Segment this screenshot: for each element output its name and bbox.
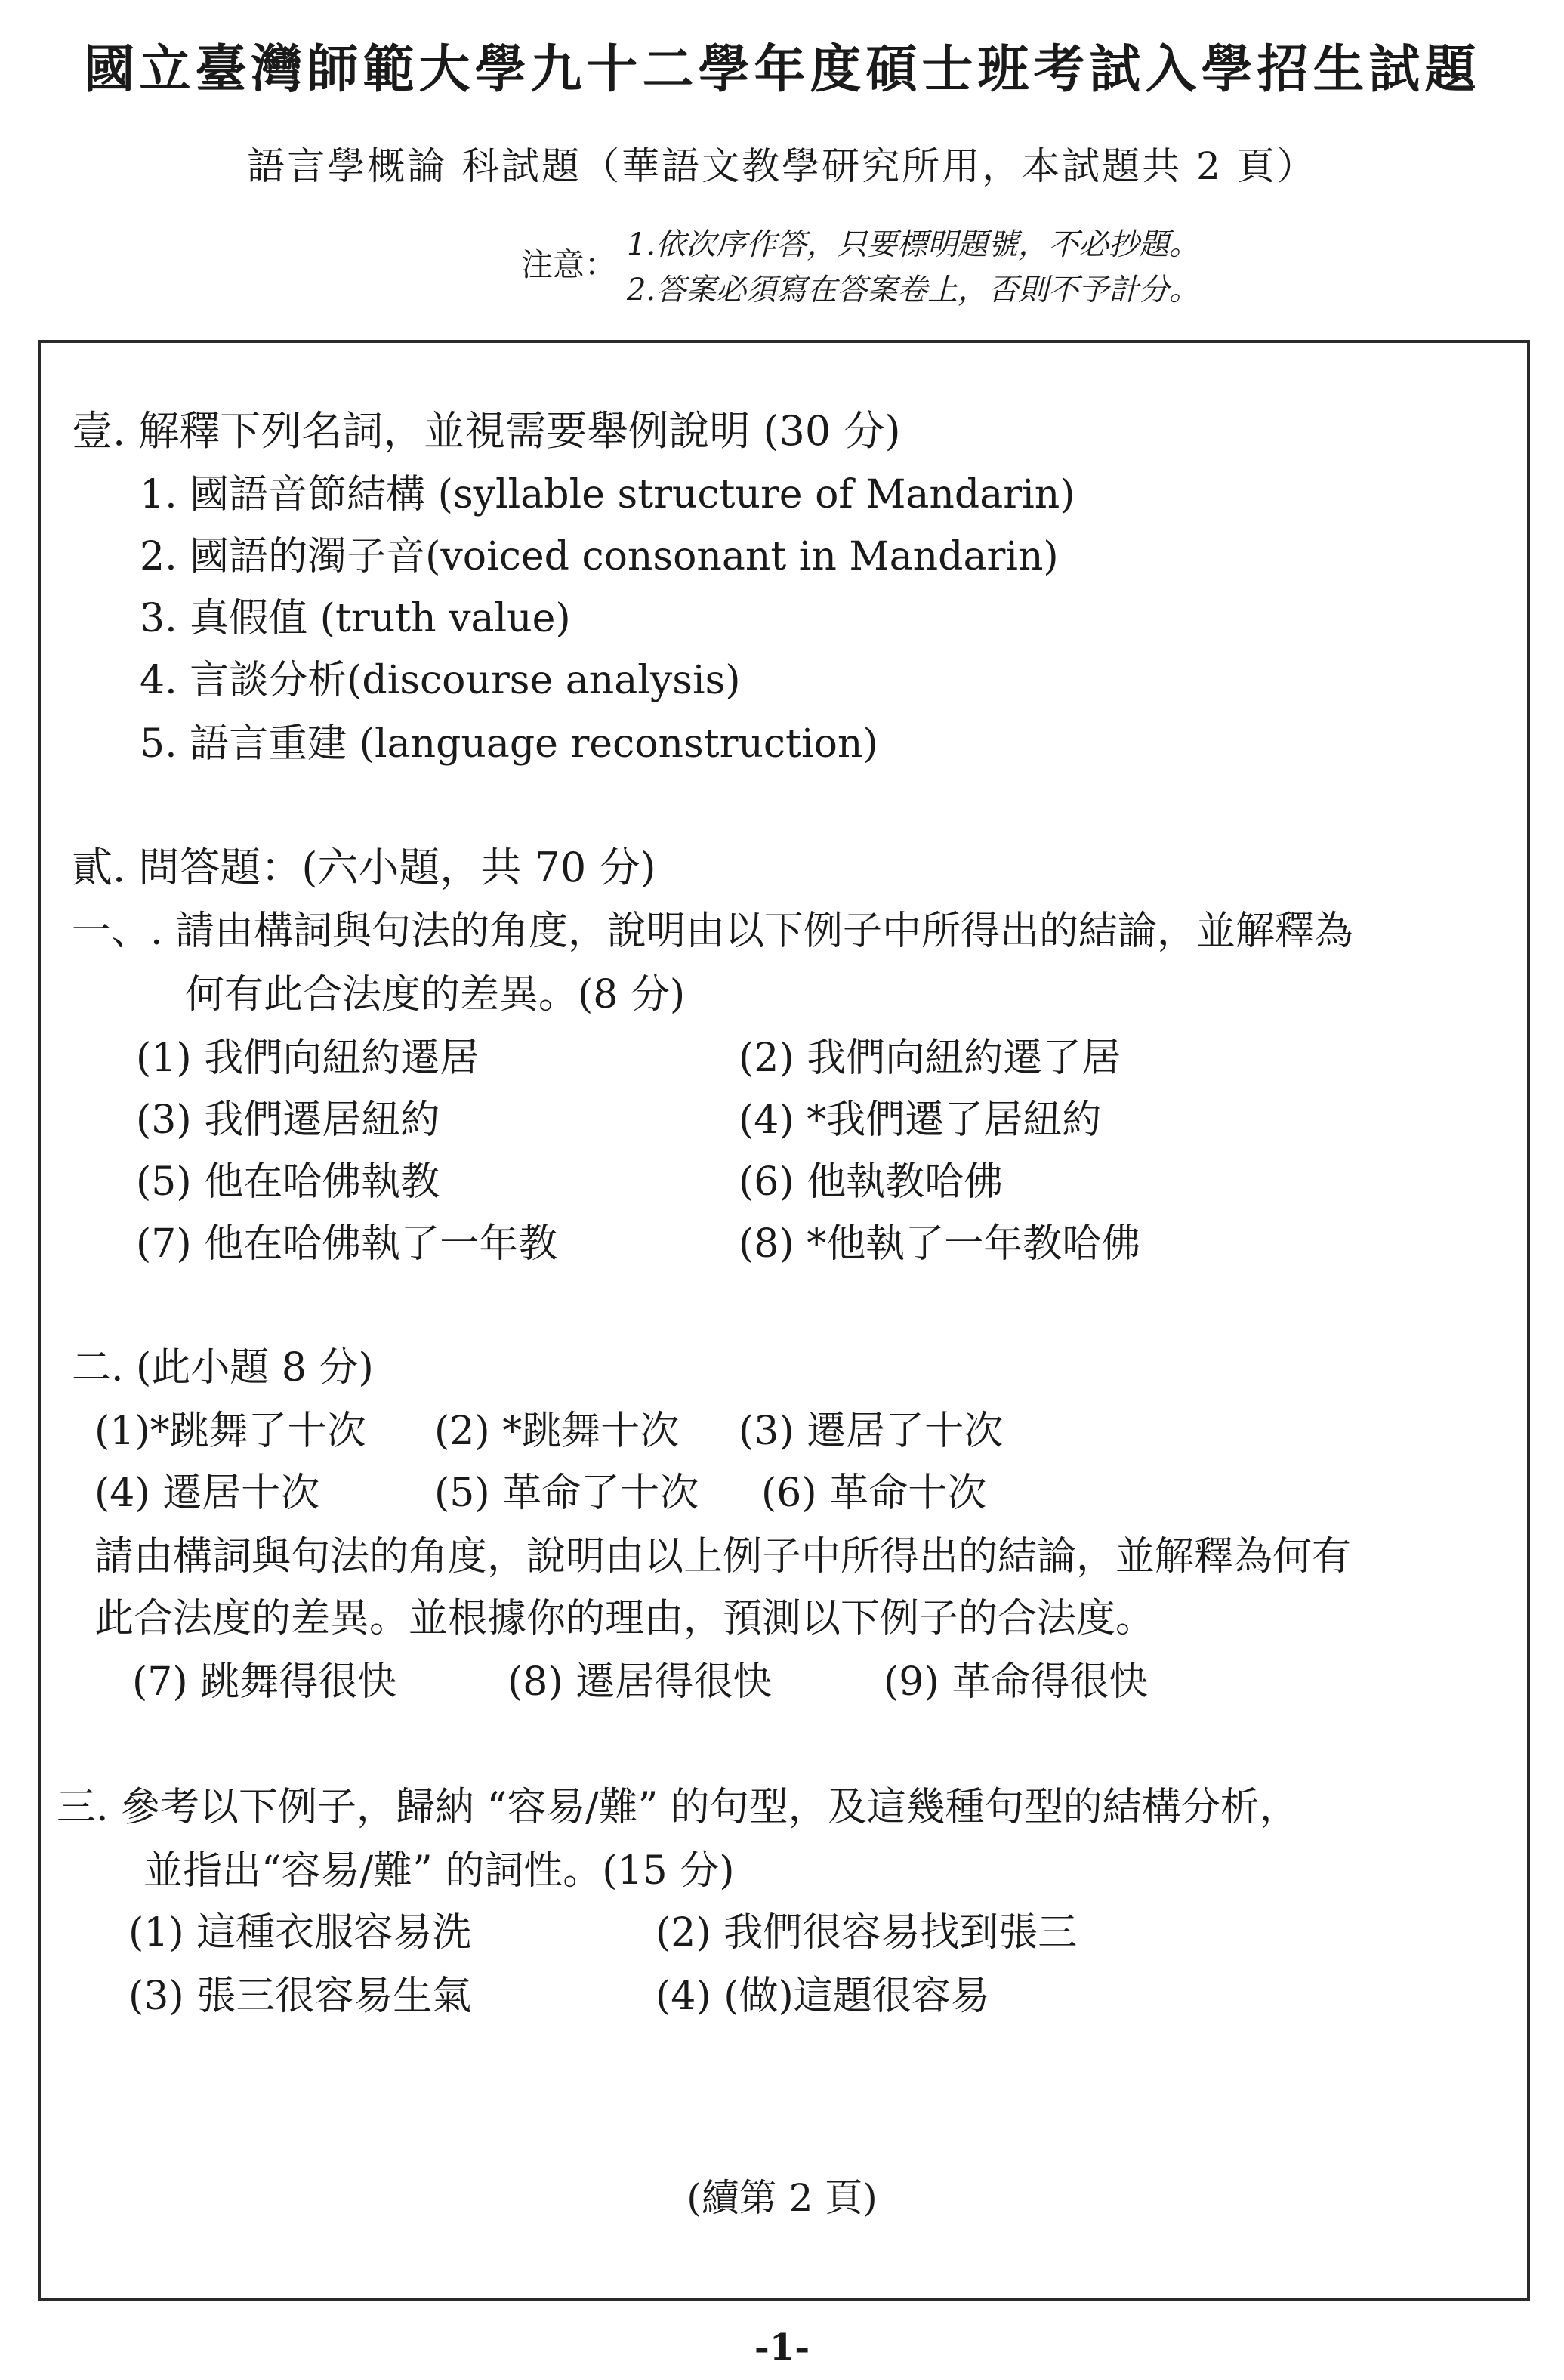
q2-example-7: (7) 跳舞得很快 (132, 1659, 397, 1705)
part1-item-1: 1. 國語音節結構 (syllable structure of Mandarin) (140, 472, 1075, 517)
q3-line-1: 三. 參考以下例子，歸納 “容易/難” 的句型，及這幾種句型的結構分析， (57, 1785, 1299, 1830)
q1-example-4: (4) *我們遷了居紐約 (739, 1097, 1102, 1143)
page-number: -1- (754, 2326, 810, 2369)
q2-example-9: (9) 革命得很快 (884, 1659, 1149, 1705)
note-1: 1.依次序作答，只要標明題號，不必抄題。 (627, 227, 1200, 262)
q1-line-1: 一、. 請由構詞與句法的角度，說明由以下例子中所得出的結論，並解釋為 (72, 909, 1354, 954)
q1-example-3: (3) 我們遷居紐約 (136, 1097, 440, 1143)
q3-example-4: (4) (做)這題很容易 (656, 1974, 990, 2019)
q2-line-1: 請由構詞與句法的角度，說明由以上例子中所得出的結論，並解釋為何有 (94, 1534, 1352, 1579)
part1-item-3: 3. 真假值 (truth value) (140, 596, 571, 641)
exam-subtitle: 語言學概論 科試題（華語文教學研究所用，本試題共 2 頁） (247, 144, 1317, 188)
q2-heading: 二. (此小題 8 分) (72, 1345, 374, 1391)
q2-example-6: (6) 革命十次 (761, 1471, 987, 1516)
q2-example-8: (8) 遷居得很快 (507, 1659, 773, 1705)
q1-example-8: (8) *他執了一年教哈佛 (739, 1221, 1141, 1267)
q1-example-5: (5) 他在哈佛執教 (136, 1159, 440, 1205)
q1-example-2: (2) 我們向紐約遷了居 (739, 1036, 1121, 1081)
q3-line-2: 並指出“容易/難” 的詞性。(15 分) (143, 1848, 735, 1894)
q3-example-2: (2) 我們很容易找到張三 (656, 1910, 1078, 1956)
q2-line-2: 此合法度的差異。並根據你的理由，預測以下例子的合法度。 (94, 1596, 1155, 1641)
q1-example-7: (7) 他在哈佛執了一年教 (136, 1221, 558, 1267)
part1-item-5: 5. 語言重建 (language reconstruction) (140, 721, 878, 767)
continued-note: (續第 2 頁) (686, 2176, 878, 2220)
q3-example-1: (1) 這種衣服容易洗 (128, 1910, 472, 1956)
q2-example-1: (1)*跳舞了十次 (94, 1409, 366, 1454)
q2-example-5: (5) 革命了十次 (434, 1471, 699, 1516)
q1-example-1: (1) 我們向紐約遷居 (136, 1036, 480, 1081)
note-2: 2.答案必須寫在答案卷上，否則不予計分。 (627, 273, 1200, 307)
exam-title: 國立臺灣師範大學九十二學年度碩士班考試入學招生試題 (83, 39, 1481, 100)
notes-label: 注意： (521, 246, 617, 283)
q1-example-6: (6) 他執教哈佛 (739, 1159, 1004, 1205)
q2-example-3: (3) 遷居了十次 (739, 1409, 1004, 1454)
part1-item-2: 2. 國語的濁子音(voiced consonant in Mandarin) (140, 534, 1059, 579)
q1-line-2: 何有此合法度的差異。(8 分) (185, 972, 686, 1017)
part1-heading: 壹. 解釋下列名詞，並視需要舉例說明 (30 分) (72, 407, 901, 455)
q2-example-4: (4) 遷居十次 (94, 1471, 320, 1516)
part2-heading: 貳. 問答題：(六小題，共 70 分) (72, 844, 656, 891)
q2-example-2: (2) *跳舞十次 (434, 1409, 680, 1454)
part1-item-4: 4. 言談分析(discourse analysis) (140, 658, 741, 703)
q3-example-3: (3) 張三很容易生氣 (128, 1974, 472, 2019)
